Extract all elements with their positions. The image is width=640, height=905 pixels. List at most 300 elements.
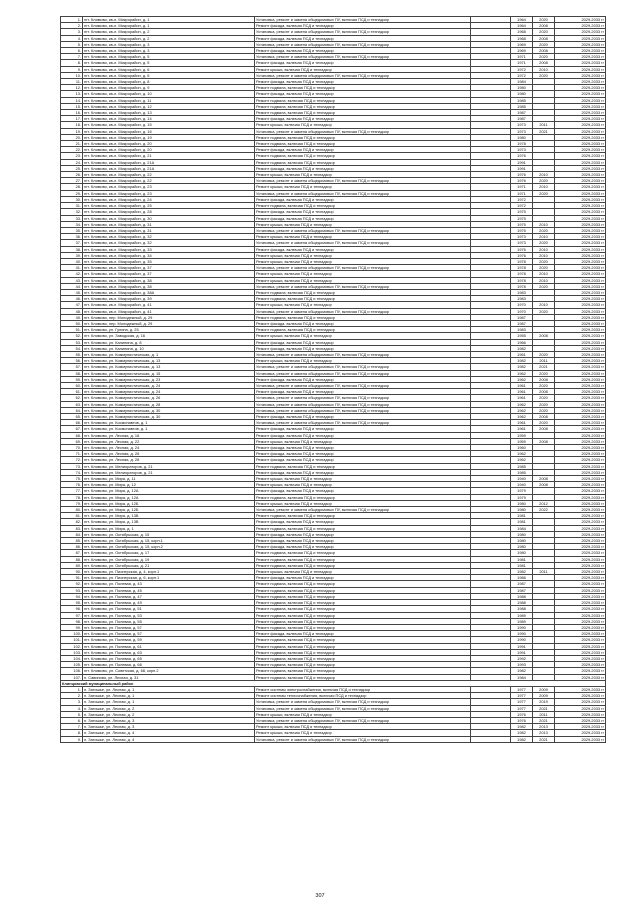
- row-address: пгт. Климово, кв-л. Микрорайон, д. 31: [83, 221, 255, 227]
- row-planned-period: 2029-2033 гг: [555, 370, 606, 376]
- row-number: 48.: [61, 308, 83, 314]
- row-planned-period: 2029-2033 гг: [555, 209, 606, 215]
- row-address: пгт. Климово, ул. Лесная, д. 18: [83, 432, 255, 438]
- row-number: 39.: [61, 252, 83, 258]
- row-number: 71.: [61, 451, 83, 457]
- row-planned-period: 2029-2033 гг: [555, 215, 606, 221]
- row-number: 15.: [61, 103, 83, 109]
- row-number: 98.: [61, 618, 83, 624]
- repair-schedule-table: [60, 16, 606, 743]
- row-build-year: 1972: [511, 196, 533, 202]
- row-build-year: 1982: [511, 724, 533, 730]
- row-planned-period: 2029-2033 гг: [555, 41, 606, 47]
- row-planned-period: 2029-2033 гг: [555, 122, 606, 128]
- row-build-year: 1961: [511, 426, 533, 432]
- row-last-repair-year: 2020: [533, 401, 555, 407]
- row-address: п. Затишье, ул. Лесная, д. 1: [83, 693, 255, 699]
- row-address: пгт. Климово, ул. Октябрьская, д. 15, корп.2: [83, 544, 255, 550]
- table-row: [61, 469, 606, 475]
- row-planned-period: 2029-2033 гг: [555, 507, 606, 513]
- row-number: 83.: [61, 525, 83, 531]
- row-build-year: 1985: [511, 469, 533, 475]
- row-planned-period: 2029-2033 гг: [555, 693, 606, 699]
- row-build-year: 1973: [511, 122, 533, 128]
- table-row: [61, 265, 606, 271]
- row-build-year: 1979: [511, 488, 533, 494]
- row-planned-period: 2029-2033 гг: [555, 376, 606, 382]
- row-number: 3.: [61, 29, 83, 35]
- row-work-type: Ремонт фасада, включая ПСД и технадзор: [255, 48, 471, 54]
- row-address: пгт. Климово, кв-л. Микрорайон, д. 32: [83, 234, 255, 240]
- row-planned-period: 2029-2033 гг: [555, 674, 606, 680]
- row-number: 86.: [61, 544, 83, 550]
- row-build-year: 1973: [511, 240, 533, 246]
- row-work-type: Ремонт фасада, включая ПСД и технадзор: [255, 215, 471, 221]
- row-address: пгт. Климово, ул. Советская, д. 68, корп.2: [83, 668, 255, 674]
- row-build-year: 1981: [511, 556, 533, 562]
- row-number: 107.: [61, 674, 83, 680]
- row-address: пгт. Климово, кв-л. Микрорайон, д. 30: [83, 215, 255, 221]
- row-address: пгт. Климово, кв-л. Микрорайон, д. 5: [83, 54, 255, 60]
- row-address: пгт. Климово, ул. Мира, д. 1: [83, 525, 255, 531]
- row-build-year: 1962: [511, 457, 533, 463]
- row-address: пгт. Климово, кв-л. Микрорайон, д. 31: [83, 227, 255, 233]
- row-number: 54.: [61, 345, 83, 351]
- row-number: 99.: [61, 624, 83, 630]
- row-number: 1.: [61, 17, 83, 23]
- row-last-repair-year: 2010: [533, 66, 555, 72]
- row-last-repair-year: 2013: [533, 724, 555, 730]
- row-address: пгт. Климово, кв-л. Микрорайон, д. 10: [83, 91, 255, 97]
- row-planned-period: 2029-2033 гг: [555, 289, 606, 295]
- row-build-year: 1989: [511, 618, 533, 624]
- row-work-type: Ремонт фасада, включая ПСД и технадзор: [255, 246, 471, 252]
- row-work-type: Ремонт подвала, включая ПСД и технадзор: [255, 494, 471, 500]
- row-work-type: Ремонт фасада, включая ПСД и технадзор: [255, 209, 471, 215]
- table-row: [61, 562, 606, 568]
- row-planned-period: 2029-2033 гг: [555, 500, 606, 506]
- row-number: 17.: [61, 116, 83, 122]
- row-number: 43.: [61, 277, 83, 283]
- row-work-type: Ремонт подвала, включая ПСД и технадзор: [255, 159, 471, 165]
- row-planned-period: 2029-2033 гг: [555, 265, 606, 271]
- row-build-year: 1981: [511, 519, 533, 525]
- row-build-year: 1982: [511, 668, 533, 674]
- row-work-type: Установка, ремонт и замена общедомовых ПУ, включая ПСД и технадзор: [255, 227, 471, 233]
- row-address: пгт. Климово, ул. Коммунистическая, д. 28: [83, 401, 255, 407]
- row-planned-period: 2029-2033 гг: [555, 649, 606, 655]
- row-build-year: 1980: [511, 550, 533, 556]
- row-last-repair-year: 2008: [533, 389, 555, 395]
- row-address: п. Савиново, ул. Лесная, д. 31: [83, 674, 255, 680]
- row-build-year: 1966: [511, 339, 533, 345]
- row-build-year: 1959: [511, 432, 533, 438]
- row-build-year: 1980: [511, 85, 533, 91]
- row-blank: [471, 736, 511, 742]
- row-number: 6.: [61, 717, 83, 723]
- row-address: пгт. Климово, ул. Мелиораторов, д. 21: [83, 463, 255, 469]
- row-work-type: Ремонт подвала, включая ПСД и технадзор: [255, 562, 471, 568]
- table-row: [61, 147, 606, 153]
- row-address: пгт. Климово, ул. Пионерская, д. 6, корп.1: [83, 575, 255, 581]
- row-planned-period: 2029-2033 гг: [555, 283, 606, 289]
- row-planned-period: 2029-2033 гг: [555, 606, 606, 612]
- row-build-year: 1978: [511, 277, 533, 283]
- row-address: пгт. Климово, кв-л. Микрорайон, д. 41: [83, 302, 255, 308]
- row-planned-period: 2029-2033 гг: [555, 172, 606, 178]
- row-build-year: 1987: [511, 314, 533, 320]
- table-row: [61, 79, 606, 85]
- row-planned-period: 2029-2033 гг: [555, 184, 606, 190]
- row-planned-period: 2029-2033 гг: [555, 79, 606, 85]
- row-address: п. Затишье, ул. Лесная, д. 2: [83, 705, 255, 711]
- row-planned-period: 2029-2033 гг: [555, 134, 606, 140]
- row-address: п. Затишье, ул. Лесная, д. 4: [83, 730, 255, 736]
- row-address: пгт. Климово, кв-л. Микрорайон, д. 21А: [83, 159, 255, 165]
- row-work-type: Ремонт подвала, включая ПСД и технадзор: [255, 581, 471, 587]
- row-build-year: 1980: [511, 134, 533, 140]
- row-build-year: 1988: [511, 606, 533, 612]
- row-number: 97.: [61, 612, 83, 618]
- row-address: пгт. Климово, ул. Полевая, д. 61: [83, 643, 255, 649]
- row-address: пгт. Климово, кв-л. Микрорайон, д. 3: [83, 41, 255, 47]
- table-row: [61, 296, 606, 302]
- row-last-repair-year: 2020: [533, 351, 555, 357]
- table-row: [61, 736, 606, 742]
- row-last-repair-year: 2012: [533, 500, 555, 506]
- table-row: [61, 575, 606, 581]
- row-build-year: 1975: [511, 227, 533, 233]
- row-address: пгт. Климово, ул. Мира, д. 12А: [83, 488, 255, 494]
- row-work-type: Ремонт подвала, включая ПСД и технадзор: [255, 97, 471, 103]
- row-planned-period: 2029-2033 гг: [555, 525, 606, 531]
- row-planned-period: 2029-2033 гг: [555, 624, 606, 630]
- row-number: 10.: [61, 72, 83, 78]
- row-last-repair-year: 2020: [533, 382, 555, 388]
- table-row: [61, 72, 606, 78]
- row-build-year: 1940: [511, 476, 533, 482]
- row-work-type: Ремонт крыши, включая ПСД и технадзор: [255, 476, 471, 482]
- row-address: пгт. Климово, ул. Мира, д. 11: [83, 476, 255, 482]
- row-number: 44.: [61, 283, 83, 289]
- row-build-year: 1969: [511, 48, 533, 54]
- table-row: [61, 308, 606, 314]
- row-work-type: Ремонт фасада, включая ПСД и технадзор: [255, 575, 471, 581]
- row-number: 9.: [61, 736, 83, 742]
- row-work-type: Ремонт фасада, включая ПСД и технадзор: [255, 345, 471, 351]
- row-last-repair-year: 2022: [533, 507, 555, 513]
- row-work-type: Ремонт подвала, включая ПСД и технадзор: [255, 85, 471, 91]
- row-address: пгт. Климово, ул. Октябрьская, д. 19: [83, 556, 255, 562]
- row-planned-period: 2029-2033 гг: [555, 587, 606, 593]
- row-number: 69.: [61, 438, 83, 444]
- table-row: [61, 165, 606, 171]
- table-row: [61, 203, 606, 209]
- row-address: пгт. Климово, кв-л. Микрорайон, д. 23: [83, 184, 255, 190]
- row-number: 22.: [61, 147, 83, 153]
- row-last-repair-year: 2020: [533, 41, 555, 47]
- row-work-type: Установка, ремонт и замена общедомовых ПУ, включая ПСД и технадзор: [255, 41, 471, 47]
- row-number: 55.: [61, 351, 83, 357]
- row-build-year: 1961: [511, 382, 533, 388]
- row-planned-period: 2029-2033 гг: [555, 612, 606, 618]
- row-last-repair-year: 2010: [533, 302, 555, 308]
- row-last-repair-year: 2020: [533, 72, 555, 78]
- row-build-year: 1991: [511, 159, 533, 165]
- row-number: 100.: [61, 631, 83, 637]
- row-address: пгт. Климово, ул. Октябрьская, д. 15, корп.1: [83, 538, 255, 544]
- row-build-year: 1971: [511, 184, 533, 190]
- row-address: пгт. Климово, ул. Заводская, д. 16: [83, 333, 255, 339]
- row-number: 60.: [61, 382, 83, 388]
- row-address: п. Затишье, ул. Лесная, д. 1: [83, 686, 255, 692]
- row-last-repair-year: 2010: [533, 184, 555, 190]
- table-row: [61, 420, 606, 426]
- row-address: пгт. Климово, кв-л. Микрорайон, д. 6: [83, 72, 255, 78]
- row-work-type: Ремонт крыши, включая ПСД и технадзор: [255, 122, 471, 128]
- row-number: 45.: [61, 289, 83, 295]
- row-work-type: Ремонт крыши, включая ПСД и технадзор: [255, 277, 471, 283]
- table-row: [61, 544, 606, 550]
- table-row: [61, 364, 606, 370]
- row-number: 18.: [61, 122, 83, 128]
- row-work-type: Ремонт крыши, включая ПСД и технадзор: [255, 358, 471, 364]
- row-address: пгт. Климово, кв-л. Микрорайон, д. 21: [83, 153, 255, 159]
- row-number: 91.: [61, 575, 83, 581]
- row-number: 33.: [61, 215, 83, 221]
- table-row: [61, 351, 606, 357]
- row-address: пгт. Климово, кв-л. Микрорайон, д. 11: [83, 97, 255, 103]
- row-address: пгт. Климово, кв-л. Микрорайон, д. 37: [83, 271, 255, 277]
- row-work-type: Ремонт подвала, включая ПСД и технадзор: [255, 643, 471, 649]
- row-build-year: 1990: [511, 637, 533, 643]
- row-number: 37.: [61, 240, 83, 246]
- row-last-repair-year: 2020: [533, 240, 555, 246]
- table-row: [61, 23, 606, 29]
- table-row: [61, 141, 606, 147]
- row-planned-period: 2029-2033 гг: [555, 141, 606, 147]
- row-work-type: Ремонт подвала, включая ПСД и технадзор: [255, 649, 471, 655]
- row-build-year: 1975: [511, 221, 533, 227]
- row-build-year: 1991: [511, 643, 533, 649]
- row-work-type: Установка, ремонт и замена общедомовых ПУ, включая ПСД и технадзор: [255, 240, 471, 246]
- row-work-type: Установка, ремонт и замена общедомовых ПУ, включая ПСД и технадзор: [255, 370, 471, 376]
- row-work-type: Установка, ремонт и замена общедомовых ПУ, включая ПСД и технадзор: [255, 717, 471, 723]
- row-work-type: Ремонт фасада, включая ПСД и технадзор: [255, 519, 471, 525]
- row-build-year: 1968: [511, 35, 533, 41]
- row-planned-period: 2029-2033 гг: [555, 643, 606, 649]
- row-number: 88.: [61, 556, 83, 562]
- row-address: пгт. Климово, ул. Полевая, д. 45: [83, 587, 255, 593]
- row-address: пгт. Климово, ул. Полевая, д. 57: [83, 631, 255, 637]
- row-number: 59.: [61, 376, 83, 382]
- row-planned-period: 2029-2033 гг: [555, 457, 606, 463]
- row-number: 105.: [61, 662, 83, 668]
- row-planned-period: 2029-2033 гг: [555, 401, 606, 407]
- row-last-repair-year: 2010: [533, 277, 555, 283]
- row-address: пгт. Климово, ул. Полевая, д. 47: [83, 593, 255, 599]
- row-planned-period: 2029-2033 гг: [555, 662, 606, 668]
- row-work-type: Ремонт фасада, включая ПСД и технадзор: [255, 376, 471, 382]
- row-address: пгт. Климово, кв-л. Микрорайон, д. 1: [83, 23, 255, 29]
- row-planned-period: 2029-2033 гг: [555, 407, 606, 413]
- row-build-year: 1976: [511, 711, 533, 717]
- row-build-year: 1990: [511, 624, 533, 630]
- row-last-repair-year: 2011: [533, 358, 555, 364]
- row-work-type: Ремонт подвала, включая ПСД и технадзор: [255, 296, 471, 302]
- row-planned-period: 2029-2033 гг: [555, 631, 606, 637]
- row-address: пгт. Климово, ул. Мира, д. 13В: [83, 513, 255, 519]
- row-planned-period: 2029-2033 гг: [555, 699, 606, 705]
- row-planned-period: 2029-2033 гг: [555, 581, 606, 587]
- row-address: пгт. Климово, кв-л. Микрорайон, д. 41: [83, 308, 255, 314]
- row-number: 41.: [61, 265, 83, 271]
- row-work-type: Ремонт фасада, включая ПСД и технадзор: [255, 320, 471, 326]
- row-build-year: 1980: [511, 500, 533, 506]
- table-row: [61, 426, 606, 432]
- table-row: [61, 227, 606, 233]
- row-build-year: 1982: [511, 364, 533, 370]
- row-number: 11.: [61, 79, 83, 85]
- row-work-type: Ремонт фасада, включая ПСД и технадзор: [255, 23, 471, 29]
- row-address: пгт. Климово, ул. Коммунистическая, д. 24: [83, 382, 255, 388]
- table-row: [61, 41, 606, 47]
- row-number: 28.: [61, 184, 83, 190]
- table-row: [61, 463, 606, 469]
- row-build-year: 1982: [511, 736, 533, 742]
- row-work-type: Ремонт подвала, включая ПСД и технадзор: [255, 587, 471, 593]
- row-work-type: Ремонт крыши, включая ПСД и технадзор: [255, 730, 471, 736]
- table-row: [61, 153, 606, 159]
- row-planned-period: 2029-2033 гг: [555, 240, 606, 246]
- row-number: 70.: [61, 445, 83, 451]
- row-build-year: 1993: [511, 662, 533, 668]
- row-number: 53.: [61, 339, 83, 345]
- row-number: 56.: [61, 358, 83, 364]
- row-number: 49.: [61, 314, 83, 320]
- table-row: [61, 395, 606, 401]
- row-address: пгт. Климово, кв-л. Микрорайон, д. 22: [83, 178, 255, 184]
- row-build-year: 1961: [511, 351, 533, 357]
- row-work-type: Установка, ремонт и замена общедомовых ПУ, включая ПСД и технадзор: [255, 29, 471, 35]
- row-planned-period: 2029-2033 гг: [555, 296, 606, 302]
- row-build-year: 1976: [511, 246, 533, 252]
- row-build-year: 1961: [511, 420, 533, 426]
- row-planned-period: 2029-2033 гг: [555, 686, 606, 692]
- row-build-year: 1980: [511, 544, 533, 550]
- row-address: пгт. Климово, пер. Молодежный, д. 29: [83, 320, 255, 326]
- row-address: пгт. Климово, кв-л. Микрорайон, д. 2: [83, 29, 255, 35]
- row-planned-period: 2029-2033 гг: [555, 17, 606, 23]
- row-work-type: Ремонт подвала, включая ПСД и технадзор: [255, 525, 471, 531]
- row-build-year: 1976: [511, 172, 533, 178]
- row-work-type: Ремонт фасада, включая ПСД и технадзор: [255, 531, 471, 537]
- row-number: 46.: [61, 296, 83, 302]
- row-last-repair-year: 2020: [533, 265, 555, 271]
- row-address: пгт. Климово, ул. Космонавтов, д. 1: [83, 426, 255, 432]
- table-row: [61, 407, 606, 413]
- row-build-year: 1978: [511, 258, 533, 264]
- row-work-type: Ремонт фасада, включая ПСД и технадзор: [255, 35, 471, 41]
- row-build-year: 1970: [511, 302, 533, 308]
- row-work-type: Ремонт фасада, включая ПСД и технадзор: [255, 196, 471, 202]
- row-work-type: Ремонт фасада, включая ПСД и технадзор: [255, 147, 471, 153]
- table-row: [61, 215, 606, 221]
- table-row: [61, 556, 606, 562]
- row-last-repair-year: 2020: [533, 395, 555, 401]
- row-build-year: 1978: [511, 271, 533, 277]
- row-last-repair-year: 2008: [533, 48, 555, 54]
- row-address: пгт. Климово, кв-л. Микрорайон, д. 32: [83, 240, 255, 246]
- row-planned-period: 2029-2033 гг: [555, 116, 606, 122]
- row-planned-period: 2029-2033 гг: [555, 234, 606, 240]
- row-work-type: Ремонт крыши, включая ПСД и технадзор: [255, 724, 471, 730]
- row-address: пгт. Климово, кв-л. Микрорайон, д. 16: [83, 128, 255, 134]
- row-planned-period: 2029-2033 гг: [555, 314, 606, 320]
- row-build-year: 1982: [511, 730, 533, 736]
- row-planned-period: 2029-2033 гг: [555, 389, 606, 395]
- row-planned-period: 2029-2033 гг: [555, 556, 606, 562]
- row-work-type: Установка, ремонт и замена общедомовых ПУ, включая ПСД и технадзор: [255, 407, 471, 413]
- row-work-type: Ремонт крыши, включая ПСД и технадзор: [255, 234, 471, 240]
- row-work-type: Ремонт крыши, включая ПСД и технадзор: [255, 66, 471, 72]
- row-build-year: 1983: [511, 327, 533, 333]
- table-row: [61, 60, 606, 66]
- row-planned-period: 2029-2033 гг: [555, 445, 606, 451]
- row-number: 68.: [61, 432, 83, 438]
- row-work-type: Ремонт подвала, включая ПСД и технадзор: [255, 103, 471, 109]
- row-work-type: Ремонт крыши, включая ПСД и технадзор: [255, 271, 471, 277]
- row-work-type: Ремонт фасада, включая ПСД и технадзор: [255, 116, 471, 122]
- row-planned-period: 2029-2033 гг: [555, 333, 606, 339]
- row-number: 66.: [61, 420, 83, 426]
- row-work-type: Ремонт крыши, включая ПСД и технадзор: [255, 482, 471, 488]
- row-planned-period: 2029-2033 гг: [555, 593, 606, 599]
- row-last-repair-year: 2008: [533, 426, 555, 432]
- row-build-year: 1985: [511, 97, 533, 103]
- row-planned-period: 2029-2033 гг: [555, 196, 606, 202]
- row-work-type: Установка, ремонт и замена общедомовых ПУ, включая ПСД и технадзор: [255, 283, 471, 289]
- row-number: 78.: [61, 494, 83, 500]
- row-number: 62.: [61, 395, 83, 401]
- row-planned-period: 2029-2033 гг: [555, 482, 606, 488]
- row-work-type: Установка, ремонт и замена общедомовых ПУ, включая ПСД и технадзор: [255, 395, 471, 401]
- row-number: 92.: [61, 581, 83, 587]
- row-build-year: 1976: [511, 717, 533, 723]
- row-number: 9.: [61, 66, 83, 72]
- row-work-type: Ремонт подвала, включая ПСД и технадзор: [255, 550, 471, 556]
- row-work-type: Ремонт фасада, включая ПСД и технадзор: [255, 91, 471, 97]
- row-planned-period: 2029-2033 гг: [555, 426, 606, 432]
- row-build-year: 1986: [511, 575, 533, 581]
- row-build-year: 1972: [511, 72, 533, 78]
- row-work-type: Ремонт подвала, включая ПСД и технадзор: [255, 153, 471, 159]
- row-address: пгт. Климово, кв-л. Микрорайон, д. 28: [83, 209, 255, 215]
- row-number: 8.: [61, 730, 83, 736]
- row-number: 7.: [61, 724, 83, 730]
- row-address: пгт. Климово, кв-л. Микрорайон, д. 34: [83, 252, 255, 258]
- row-work-type: Ремонт фасада, включая ПСД и технадзор: [255, 451, 471, 457]
- row-address: пгт. Климово, кв-л. Микрорайон, д. 21А: [83, 165, 255, 171]
- row-number: 51.: [61, 327, 83, 333]
- row-address: пгт. Климово, кв-л. Микрорайон, д. 24: [83, 196, 255, 202]
- row-number: 8.: [61, 60, 83, 66]
- row-planned-period: 2029-2033 гг: [555, 575, 606, 581]
- row-planned-period: 2029-2033 гг: [555, 513, 606, 519]
- row-address: пгт. Климово, кв-л. Микрорайон, д. 22: [83, 172, 255, 178]
- row-work-type: Ремонт крыши, включая ПСД и технадзор: [255, 569, 471, 575]
- row-work-type: Установка, ремонт и замена общедомовых ПУ, включая ПСД и технадзор: [255, 401, 471, 407]
